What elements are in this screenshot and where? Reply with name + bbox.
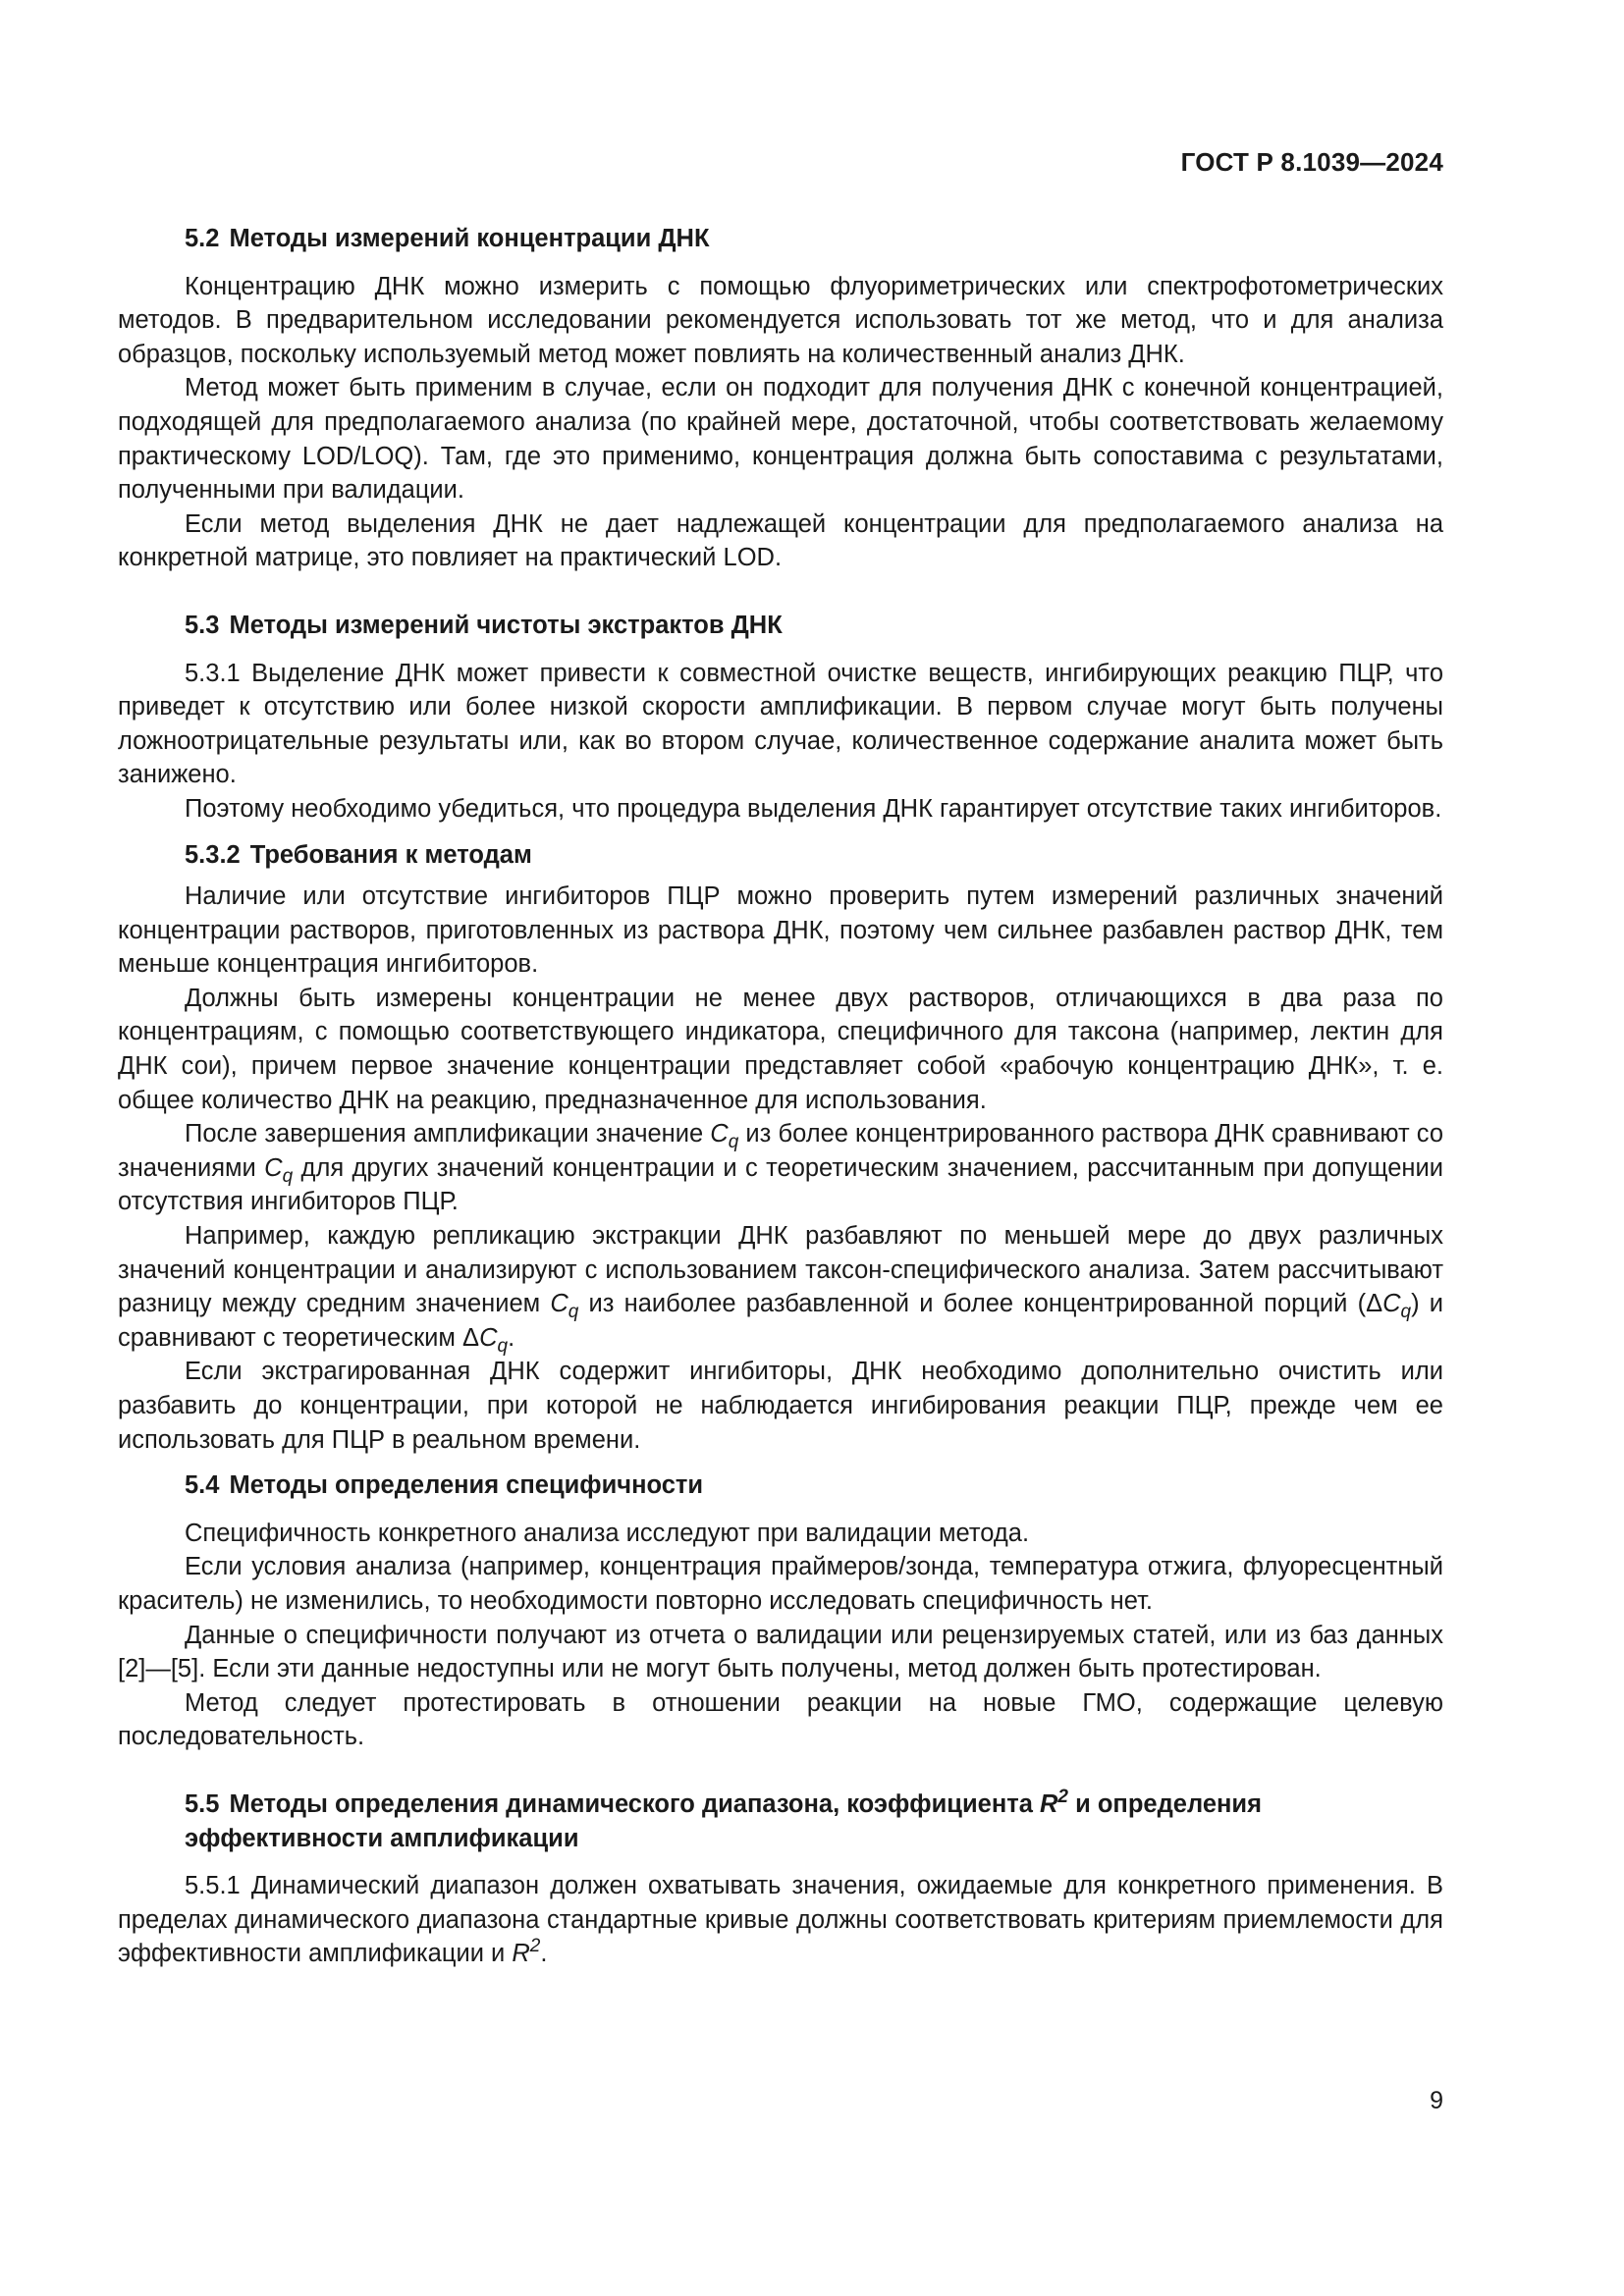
section-number: 5.2 [185,225,220,252]
paragraph: Если экстрагированная ДНК содержит ингибиторы, ДНК необходимо дополнительно очистить или разбавить до концентрации, при которой не наблюдается ингибирования реакции ПЦР, прежде чем ее использовать для ПЦР в реальном времени. [118,1358,1443,1454]
symbol-c: C [710,1120,729,1148]
page-number: 9 [1430,2087,1443,2114]
section-heading-5-3 [118,609,1443,643]
superscript-2: 2 [529,1936,541,1957]
section-heading-5-2 [118,222,1443,256]
paragraph: Специфичность конкретного анализа исследуют при валидации метода. [185,1519,1030,1547]
subscript-q: q [1400,1302,1412,1323]
paragraph [118,1219,1443,1355]
paragraph: Концентрацию ДНК можно измерить с помощью флуориметрических или спектрофотометрических методов. В предварительном исследовании рекомендуется использовать тот же метод, что и для анализа образцов, поскольку используемый метод может повлиять на количественный анализ ДНК. [118,272,1443,368]
section-heading-5-4 [118,1468,1443,1503]
symbol-c: C [479,1323,498,1352]
formula-cq [264,1153,294,1187]
symbol-c: C [550,1290,568,1318]
paragraph: Если условия анализа (например, концентрация праймеров/зонда, температура отжига, флуоресцентный краситель) не изменились, то необходимости повторно исследовать специфичность нет. [118,1553,1443,1615]
paragraph: Данные о специфичности получают из отчета о валидации или рецензируемых статей, или из баз данных [2]—[5]. Если эти данные недоступны или не могут быть получены, метод должен быть протестирован. [118,1621,1443,1683]
text-run: После завершения амплификации значение [185,1120,711,1148]
paragraph: Если метод выделения ДНК не дает надлежащей концентрации для предполагаемого анализа на конкретной матрице, это повлияет на практический LOD. [118,509,1443,572]
superscript-2: 2 [1057,1786,1068,1807]
paragraph: 5.3.1 Выделение ДНК может привести к совместной очистке веществ, ингибирующих реакцию ПЦР, что приведет к отсутствию или более низкой скорости амплификации. В первом случае могут быть получены ложноотрицательные результаты или, как во втором случае, количественное содержание аналита может быть занижено. [118,659,1443,789]
paragraph: Поэтому необходимо убедиться, что процедура выделения ДНК гарантирует отсутствие таких ингибиторов. [185,794,1442,823]
section-title: Требования к методам [249,840,532,869]
text-run: из более концентрированного раствора ДНК сравнивают со значениями [118,1120,1444,1182]
subscript-q: q [497,1335,509,1357]
text-run: для других значений концентрации и с теоретическим значением, рассчитанным при допущении отсутствия ингибиторов ПЦР. [118,1153,1444,1216]
paragraph: Должны быть измерены концентрации не менее двух растворов, отличающихся в два раза по концентрациям, с помощью соответствующего индикатора, специфичного для таксона (например, лектин для ДНК сои), причем первое значение концентрации представляет собой «рабочую концентрацию ДНК», т. е. общее количество ДНК на реакцию, предназначенное для использования. [118,984,1443,1114]
document-body [118,222,1443,1971]
section-number: 5.3 [185,611,220,639]
text-run: . [540,1940,548,1968]
symbol-c: C [264,1153,283,1182]
paragraph: Наличие или отсутствие ингибиторов ПЦР можно проверить путем измерений различных значений концентрации растворов, приготовленных из раствора ДНК, поэтому чем сильнее разбавлен раствор ДНК, тем меньше концентрация ингибиторов. [118,882,1443,979]
text-run: Например, каждую репликацию экстракции ДНК разбавляют по меньшей мере до двух различных значений концентрации и анализируют с использованием таксон-специфического анализа. Затем рассчитывают разницу между средним значением [118,1222,1443,1318]
subscript-q: q [728,1132,739,1153]
section-number: 5.3.2 [185,840,241,869]
formula-cq [479,1323,509,1357]
formula-cq [550,1290,579,1323]
formula-cq [1382,1290,1412,1323]
section-title: Методы определения специфичности [229,1471,704,1500]
paragraph: Метод следует протестировать в отношении реакции на новые ГМО, содержащие целевую последовательность. [118,1688,1443,1751]
subscript-q: q [568,1302,579,1323]
paragraph [118,1869,1443,1971]
symbol-c: C [1382,1290,1401,1318]
paragraph [118,1117,1443,1219]
section-title [185,1786,1262,1852]
text-run: и определения эффективности амплификации [185,1789,1262,1852]
formula-cq [710,1120,739,1153]
section-number: 5.5 [185,1789,220,1818]
text-run: ) и сравнивают с теоретическим Δ [118,1290,1443,1352]
section-title: Методы измерений чистоты экстрактов ДНК [229,611,783,639]
text-run: Методы определения динамического диапазона, коэффициента [229,1789,1040,1818]
paragraph: Метод может быть применим в случае, если он подходит для получения ДНК с конечной концентрацией, подходящей для предполагаемого анализа (по крайней мере, достаточной, чтобы соответствовать желаемому практическому LOD/LOQ). Там, где это применимо, концентрация должна быть сопоставима с результатами, полученными при валидации. [118,374,1443,505]
text-run: . [508,1323,515,1352]
text-run: 5.5.1 Динамический диапазон должен охватывать значения, ожидаемые для конкретного применения. В пределах динамического диапазона стандартные кривые должны соответствовать критериям приемлемости для эффективности амплификации и [118,1872,1443,1968]
section-heading-5-5 [118,1788,1443,1855]
formula-r2 [512,1936,541,1968]
document-code: ГОСТ Р 8.1039—2024 [1180,147,1443,177]
text-run: из наиболее разбавленной и более концентрированной порций (Δ [578,1290,1383,1318]
symbol-r: R [512,1940,530,1968]
symbol-r: R [1040,1789,1058,1818]
section-number: 5.4 [185,1471,220,1500]
section-title: Методы измерений концентрации ДНК [229,225,710,252]
document-page [118,0,1443,2296]
formula-r2 [1040,1786,1068,1818]
section-heading-5-3-2 [118,838,1443,873]
subscript-q: q [282,1165,294,1187]
